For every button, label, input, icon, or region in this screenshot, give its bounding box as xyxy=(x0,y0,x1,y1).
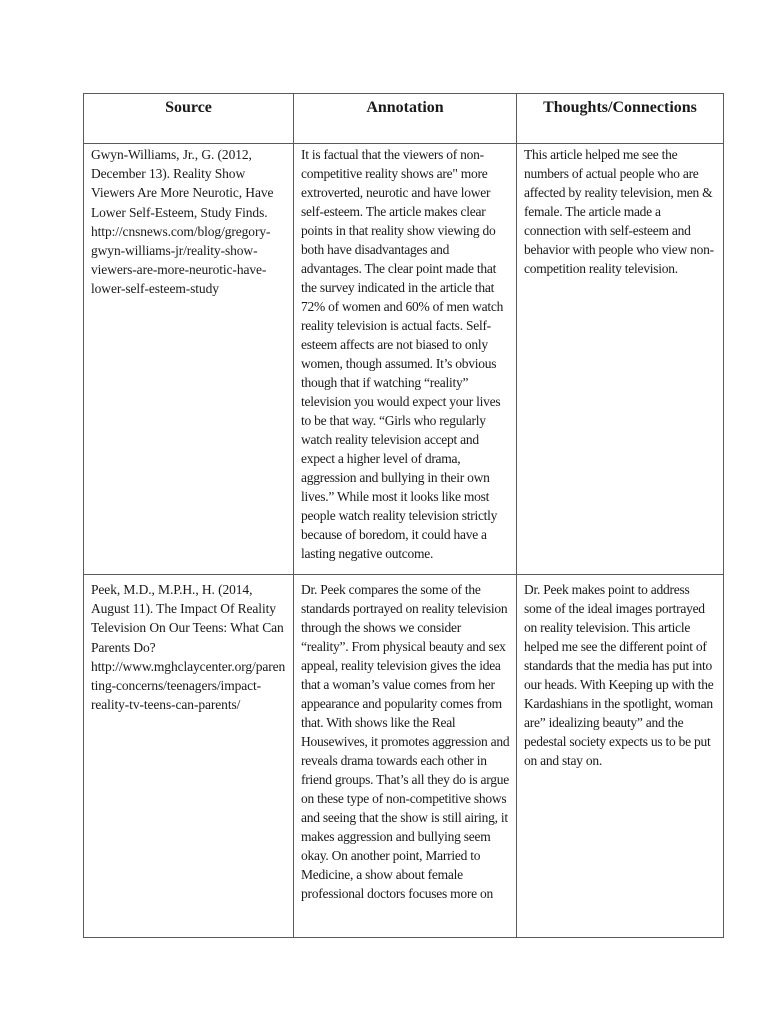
annotation-text: Dr. Peek compares the some of the standards portrayed on reality television through the shows we consider “reality”. From physical beauty and sex appeal, reality television gives the idea that a woman’s value comes from her appearance and popularity comes from that. With shows like the Real Housewives, it promotes aggression and reveals drama towards each other in friend groups. That’s all they do is argue on these type of non-competitive shows and seeing that the show is still airing, it makes aggression and bullying seem okay. On another point, Married to Medicine, a show about female professional doctors focuses more on xyxy=(301,582,510,901)
source-cell xyxy=(84,575,294,938)
annotation-cell xyxy=(294,575,517,938)
annotation-text: It is factual that the viewers of non-competitive reality shows are" more extroverted, neurotic and have lower self-esteem. The article makes clear points in that reality show viewing do both have disadvantages and advantages. The clear point made that the survey indicated in the article that 72% of women and 60% of men watch reality television is actual facts. Self-esteem affects are not biased to only women, though assumed. It’s obvious though that if watching “reality” television you would expect your lives to be that way. “Girls who regularly watch reality television accept and expect a higher level of drama, aggression and bullying in their own lives.” While most it looks like most people watch reality television strictly because of boredom, it could have a lasting negative outcome. xyxy=(301,147,504,561)
source-cell xyxy=(84,144,294,575)
thoughts-text: Dr. Peek makes point to address some of the ideal images portrayed on reality television. This article helped me see the different point of standards that the media has put into our heads. With Keeping up with the Kardashians in the spotlight, woman are” idealizing beauty” and the pedestal society expects us to be put on and stay on. xyxy=(524,582,714,768)
source-citation: Peek, M.D., M.P.H., H. (2014, August 11). The Impact Of Reality Television On Our Teens: What Can Parents Do? http://www.mghclaycenter.org/parenting-concerns/teenagers/impact-reality-tv-teens-can-parents/ xyxy=(91,582,286,713)
header-thoughts-connections: Thoughts/Connections xyxy=(517,94,724,144)
header-row xyxy=(84,94,724,144)
annotated-bibliography-table xyxy=(83,93,724,938)
header-source: Source xyxy=(84,94,294,144)
annotation-cell xyxy=(294,144,517,575)
table-row xyxy=(84,575,724,938)
table-row xyxy=(84,144,724,575)
thoughts-text: This article helped me see the numbers of actual people who are affected by reality television, men & female. The article made a connection with self-esteem and behavior with people who view non-competition reality television. xyxy=(524,147,714,276)
thoughts-cell xyxy=(517,144,724,575)
thoughts-cell xyxy=(517,575,724,938)
header-annotation: Annotation xyxy=(294,94,517,144)
source-citation: Gwyn-Williams, Jr., G. (2012, December 13). Reality Show Viewers Are More Neurotic, Have Lower Self-Esteem, Study Finds. http://cnsnews.com/blog/gregory-gwyn-williams-jr/reality-show-viewers-are-more-neurotic-have-lower-self-esteem-study xyxy=(91,147,274,297)
